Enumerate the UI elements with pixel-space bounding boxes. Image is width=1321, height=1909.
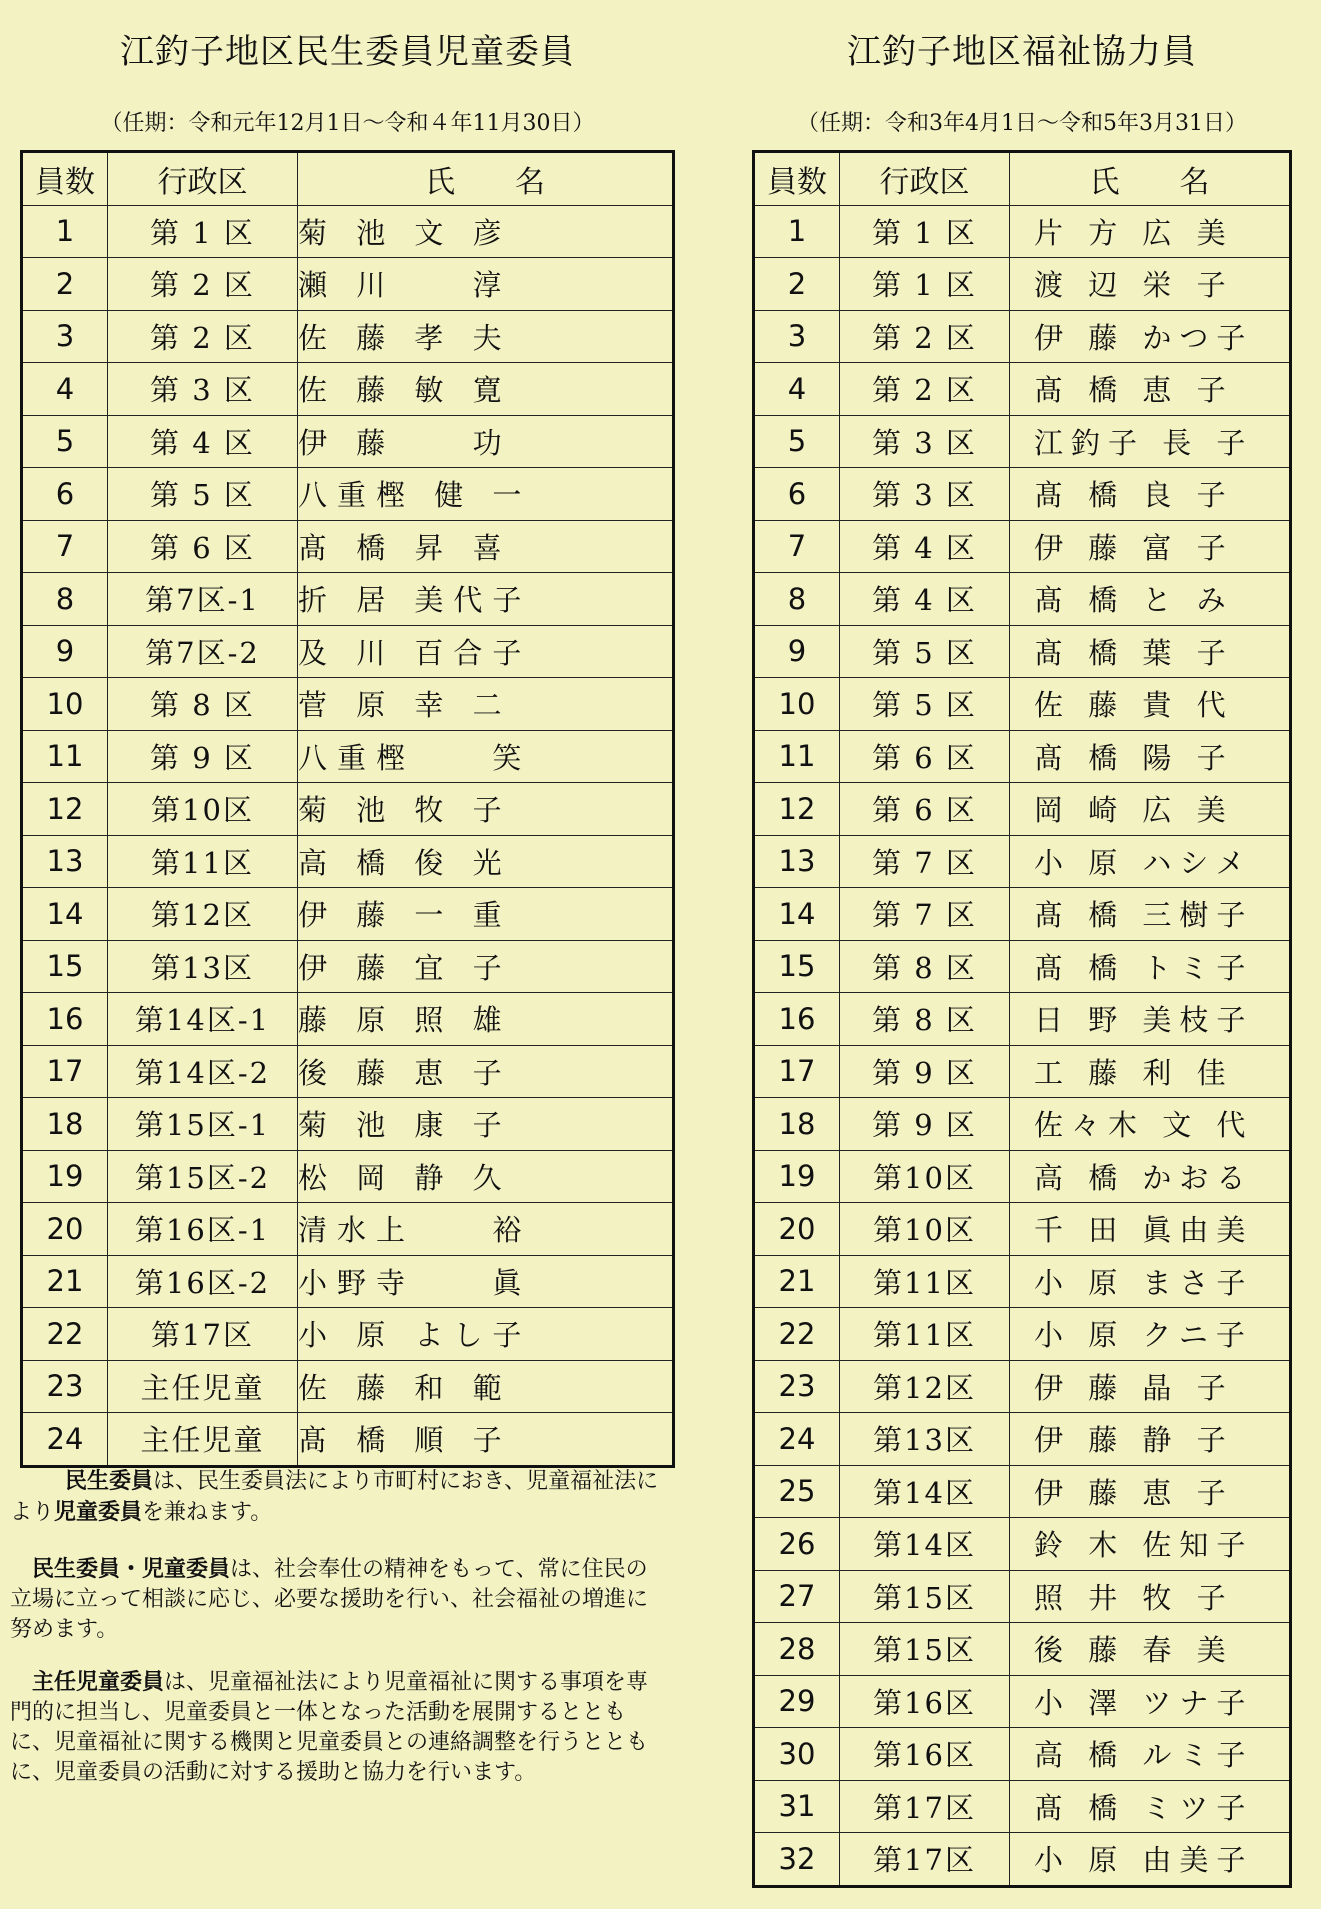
row-district: 第 1 区 bbox=[840, 205, 1010, 258]
row-name: 伊 藤 功 bbox=[298, 415, 674, 468]
row-name: 髙 橋 葉 子 bbox=[1010, 625, 1291, 678]
row-number: 27 bbox=[754, 1570, 840, 1623]
table-row bbox=[22, 835, 674, 888]
row-number: 31 bbox=[754, 1780, 840, 1833]
row-number: 17 bbox=[754, 1045, 840, 1098]
note-text: は、社会奉仕の精神をもって、常に住民の立場に立って相談に応じ、必要な援助を行い、社会福祉の増進に努めます。 bbox=[10, 1557, 649, 1642]
minsei-title: 江釣子地区民生委員児童委員 bbox=[120, 32, 575, 72]
table-row bbox=[754, 1675, 1291, 1728]
table-row bbox=[22, 520, 674, 573]
table-row bbox=[754, 573, 1291, 626]
table-row bbox=[22, 1203, 674, 1256]
table-row bbox=[22, 1255, 674, 1308]
table-row bbox=[22, 363, 674, 416]
row-district: 第17区 bbox=[108, 1308, 298, 1361]
table-row bbox=[22, 678, 674, 731]
row-district: 第13区 bbox=[108, 940, 298, 993]
row-district: 第 3 区 bbox=[840, 468, 1010, 521]
header-num: 員数 bbox=[22, 152, 108, 206]
minsei-table bbox=[20, 150, 675, 1468]
row-name: 伊 藤 静 子 bbox=[1010, 1413, 1291, 1466]
table-row bbox=[754, 258, 1291, 311]
table-row bbox=[754, 730, 1291, 783]
table-row bbox=[754, 783, 1291, 836]
row-number: 8 bbox=[22, 573, 108, 626]
header-district: 行政区 bbox=[108, 152, 298, 206]
table-row bbox=[754, 678, 1291, 731]
row-name: 菊 池 康 子 bbox=[298, 1098, 674, 1151]
row-district: 第15区 bbox=[840, 1570, 1010, 1623]
table-row bbox=[22, 258, 674, 311]
row-name: 髙 橋 昇 喜 bbox=[298, 520, 674, 573]
row-number: 21 bbox=[22, 1255, 108, 1308]
table-row bbox=[754, 888, 1291, 941]
row-district: 第 2 区 bbox=[840, 363, 1010, 416]
row-number: 9 bbox=[22, 625, 108, 678]
row-district: 第17区 bbox=[840, 1833, 1010, 1887]
table-row bbox=[22, 993, 674, 1046]
row-district: 第14区-2 bbox=[108, 1045, 298, 1098]
row-district: 第10区 bbox=[108, 783, 298, 836]
row-number: 19 bbox=[22, 1150, 108, 1203]
row-number: 23 bbox=[22, 1360, 108, 1413]
row-name: 佐 藤 和 範 bbox=[298, 1360, 674, 1413]
row-number: 2 bbox=[754, 258, 840, 311]
row-number: 7 bbox=[754, 520, 840, 573]
row-number: 9 bbox=[754, 625, 840, 678]
row-name: 髙 橋 トミ子 bbox=[1010, 940, 1291, 993]
row-district: 第15区-2 bbox=[108, 1150, 298, 1203]
row-number: 7 bbox=[22, 520, 108, 573]
row-number: 6 bbox=[754, 468, 840, 521]
table-row bbox=[754, 1045, 1291, 1098]
row-number: 30 bbox=[754, 1728, 840, 1781]
row-name: 藤 原 照 雄 bbox=[298, 993, 674, 1046]
note-paragraph bbox=[10, 1667, 660, 1788]
row-district: 第16区-2 bbox=[108, 1255, 298, 1308]
row-name: 伊 藤 富 子 bbox=[1010, 520, 1291, 573]
table-row bbox=[754, 993, 1291, 1046]
table-row bbox=[754, 310, 1291, 363]
table-row bbox=[22, 730, 674, 783]
table-row bbox=[754, 1833, 1291, 1887]
table-row bbox=[22, 783, 674, 836]
row-name: 岡 崎 広 美 bbox=[1010, 783, 1291, 836]
table-row bbox=[754, 205, 1291, 258]
row-district: 第 8 区 bbox=[840, 940, 1010, 993]
note-term: 民生委員 bbox=[65, 1468, 154, 1494]
row-district: 第16区 bbox=[840, 1675, 1010, 1728]
row-name: 清水上 裕 bbox=[298, 1203, 674, 1256]
row-number: 5 bbox=[22, 415, 108, 468]
row-number: 17 bbox=[22, 1045, 108, 1098]
row-district: 第10区 bbox=[840, 1150, 1010, 1203]
row-name: 伊 藤 晶 子 bbox=[1010, 1360, 1291, 1413]
row-name: 伊 藤 宜 子 bbox=[298, 940, 674, 993]
row-number: 3 bbox=[754, 310, 840, 363]
row-district: 第11区 bbox=[840, 1308, 1010, 1361]
table-row bbox=[754, 468, 1291, 521]
row-number: 8 bbox=[754, 573, 840, 626]
table-row bbox=[22, 1045, 674, 1098]
table-row bbox=[754, 1518, 1291, 1571]
row-number: 1 bbox=[754, 205, 840, 258]
row-district: 第15区 bbox=[840, 1623, 1010, 1676]
row-number: 26 bbox=[754, 1518, 840, 1571]
row-number: 13 bbox=[754, 835, 840, 888]
table-row bbox=[754, 1780, 1291, 1833]
row-number: 18 bbox=[22, 1098, 108, 1151]
table-row bbox=[754, 1203, 1291, 1256]
row-district: 第 9 区 bbox=[840, 1098, 1010, 1151]
header-num: 員数 bbox=[754, 152, 840, 206]
header-name: 氏 名 bbox=[298, 152, 674, 206]
row-number: 16 bbox=[754, 993, 840, 1046]
table-row bbox=[22, 940, 674, 993]
fukushi-term: （任期：令和3年4月1日～令和5年3月31日） bbox=[797, 111, 1247, 136]
row-name: 髙 橋 三樹子 bbox=[1010, 888, 1291, 941]
note-text: は、児童福祉法により児童福祉に関する事項を専門的に担当し、児童委員と一体となった活動を展開するとともに、児童福祉に関する機関と児童委員との連絡調整を行うとともに、児童委員の活動に対する援助と協力を行います。 bbox=[10, 1670, 649, 1785]
row-name: 小野寺 眞 bbox=[298, 1255, 674, 1308]
row-district: 第 6 区 bbox=[840, 730, 1010, 783]
row-district: 第12区 bbox=[840, 1360, 1010, 1413]
row-number: 19 bbox=[754, 1150, 840, 1203]
note-term: 民生委員・児童委員 bbox=[32, 1556, 231, 1582]
table-row bbox=[754, 363, 1291, 416]
table-row bbox=[22, 468, 674, 521]
row-number: 12 bbox=[22, 783, 108, 836]
row-name: 後 藤 恵 子 bbox=[298, 1045, 674, 1098]
row-district: 第 9 区 bbox=[108, 730, 298, 783]
row-district: 第17区 bbox=[840, 1780, 1010, 1833]
row-number: 5 bbox=[754, 415, 840, 468]
row-district: 第 5 区 bbox=[108, 468, 298, 521]
row-district: 第 4 区 bbox=[108, 415, 298, 468]
row-number: 11 bbox=[22, 730, 108, 783]
row-district: 第 3 区 bbox=[108, 363, 298, 416]
row-number: 22 bbox=[22, 1308, 108, 1361]
table-row bbox=[754, 1150, 1291, 1203]
row-name: 瀬 川 淳 bbox=[298, 258, 674, 311]
row-district: 第14区 bbox=[840, 1518, 1010, 1571]
row-name: 佐 藤 貴 代 bbox=[1010, 678, 1291, 731]
row-name: 小 原 由美子 bbox=[1010, 1833, 1291, 1887]
row-number: 18 bbox=[754, 1098, 840, 1151]
table-row bbox=[22, 205, 674, 258]
row-name: 高 橋 ルミ子 bbox=[1010, 1728, 1291, 1781]
row-name: 小 澤 ツナ子 bbox=[1010, 1675, 1291, 1728]
table-row bbox=[22, 1360, 674, 1413]
row-name: 折 居 美代子 bbox=[298, 573, 674, 626]
row-district: 第 9 区 bbox=[840, 1045, 1010, 1098]
row-number: 10 bbox=[754, 678, 840, 731]
row-number: 29 bbox=[754, 1675, 840, 1728]
row-name: 菊 池 牧 子 bbox=[298, 783, 674, 836]
row-district: 第12区 bbox=[108, 888, 298, 941]
row-district: 第 6 区 bbox=[108, 520, 298, 573]
row-number: 4 bbox=[22, 363, 108, 416]
table-row bbox=[22, 1098, 674, 1151]
row-district: 第 2 区 bbox=[840, 310, 1010, 363]
note-term: 児童委員 bbox=[54, 1499, 143, 1525]
row-number: 20 bbox=[22, 1203, 108, 1256]
note-term: 主任児童委員 bbox=[32, 1669, 165, 1695]
row-number: 20 bbox=[754, 1203, 840, 1256]
row-name: 渡 辺 栄 子 bbox=[1010, 258, 1291, 311]
table-row bbox=[754, 940, 1291, 993]
table-row bbox=[754, 1098, 1291, 1151]
table-row bbox=[754, 1413, 1291, 1466]
row-district: 第 2 区 bbox=[108, 310, 298, 363]
row-district: 第 1 区 bbox=[108, 205, 298, 258]
row-number: 14 bbox=[754, 888, 840, 941]
row-name: 高 橋 俊 光 bbox=[298, 835, 674, 888]
row-name: 小 原 ハシメ bbox=[1010, 835, 1291, 888]
row-name: 松 岡 静 久 bbox=[298, 1150, 674, 1203]
row-number: 15 bbox=[754, 940, 840, 993]
row-district: 第 7 区 bbox=[840, 835, 1010, 888]
table-row bbox=[754, 835, 1291, 888]
row-name: 日 野 美枝子 bbox=[1010, 993, 1291, 1046]
fukushi-title: 江釣子地区福祉協力員 bbox=[847, 32, 1197, 72]
row-district: 第7区-1 bbox=[108, 573, 298, 626]
row-name: 後 藤 春 美 bbox=[1010, 1623, 1291, 1676]
table-row bbox=[754, 415, 1291, 468]
row-number: 24 bbox=[22, 1413, 108, 1467]
table-row bbox=[754, 1728, 1291, 1781]
row-number: 12 bbox=[754, 783, 840, 836]
row-name: 片 方 広 美 bbox=[1010, 205, 1291, 258]
row-name: 八重樫 健 一 bbox=[298, 468, 674, 521]
row-number: 16 bbox=[22, 993, 108, 1046]
fukushi-table bbox=[752, 150, 1292, 1888]
table-row bbox=[754, 1465, 1291, 1518]
row-number: 3 bbox=[22, 310, 108, 363]
row-district: 第14区-1 bbox=[108, 993, 298, 1046]
table-row bbox=[22, 310, 674, 363]
row-district: 第13区 bbox=[840, 1413, 1010, 1466]
table-row bbox=[754, 1308, 1291, 1361]
minsei-term: （任期：令和元年12月1日～令和４年11月30日） bbox=[100, 111, 595, 136]
header-name: 氏 名 bbox=[1010, 152, 1291, 206]
row-district: 第 5 区 bbox=[840, 678, 1010, 731]
row-name: 髙 橋 陽 子 bbox=[1010, 730, 1291, 783]
row-district: 第15区-1 bbox=[108, 1098, 298, 1151]
row-name: 佐 藤 敏 寛 bbox=[298, 363, 674, 416]
row-district: 主任児童 bbox=[108, 1360, 298, 1413]
row-name: 伊 藤 一 重 bbox=[298, 888, 674, 941]
table-row bbox=[754, 520, 1291, 573]
row-district: 第 7 区 bbox=[840, 888, 1010, 941]
row-district: 第 6 区 bbox=[840, 783, 1010, 836]
row-number: 1 bbox=[22, 205, 108, 258]
table-row bbox=[22, 1413, 674, 1467]
row-name: 八重樫 笑 bbox=[298, 730, 674, 783]
row-name: 菅 原 幸 二 bbox=[298, 678, 674, 731]
table-row bbox=[754, 1623, 1291, 1676]
row-name: 佐々木 文 代 bbox=[1010, 1098, 1291, 1151]
row-district: 第 2 区 bbox=[108, 258, 298, 311]
row-name: 高 橋 かおる bbox=[1010, 1150, 1291, 1203]
row-district: 第11区 bbox=[108, 835, 298, 888]
row-district: 第11区 bbox=[840, 1255, 1010, 1308]
table-row bbox=[754, 1570, 1291, 1623]
row-number: 32 bbox=[754, 1833, 840, 1887]
row-name: 及 川 百合子 bbox=[298, 625, 674, 678]
row-number: 28 bbox=[754, 1623, 840, 1676]
table-row bbox=[22, 573, 674, 626]
row-name: 照 井 牧 子 bbox=[1010, 1570, 1291, 1623]
row-name: 菊 池 文 彦 bbox=[298, 205, 674, 258]
note-paragraph bbox=[10, 1466, 660, 1528]
table-row bbox=[22, 625, 674, 678]
notes bbox=[10, 1466, 660, 1810]
row-district: 第 8 区 bbox=[108, 678, 298, 731]
row-name: 髙 橋 と み bbox=[1010, 573, 1291, 626]
row-number: 15 bbox=[22, 940, 108, 993]
row-name: 髙 橋 恵 子 bbox=[1010, 363, 1291, 416]
note-text: は、民生委員法により市町村におき、児童福祉法により bbox=[10, 1469, 659, 1525]
row-number: 14 bbox=[22, 888, 108, 941]
row-name: 伊 藤 恵 子 bbox=[1010, 1465, 1291, 1518]
row-district: 第 4 区 bbox=[840, 573, 1010, 626]
row-number: 10 bbox=[22, 678, 108, 731]
row-number: 2 bbox=[22, 258, 108, 311]
table-header-row bbox=[754, 152, 1291, 206]
table-header-row bbox=[22, 152, 674, 206]
row-number: 6 bbox=[22, 468, 108, 521]
row-district: 第 5 区 bbox=[840, 625, 1010, 678]
row-district: 第7区-2 bbox=[108, 625, 298, 678]
row-name: 髙 橋 良 子 bbox=[1010, 468, 1291, 521]
row-number: 21 bbox=[754, 1255, 840, 1308]
row-name: 髙 橋 ミツ子 bbox=[1010, 1780, 1291, 1833]
row-name: 江釣子 長 子 bbox=[1010, 415, 1291, 468]
row-district: 第 3 区 bbox=[840, 415, 1010, 468]
table-row bbox=[22, 1150, 674, 1203]
row-number: 4 bbox=[754, 363, 840, 416]
table-row bbox=[754, 1360, 1291, 1413]
row-number: 11 bbox=[754, 730, 840, 783]
table-row bbox=[754, 1255, 1291, 1308]
row-number: 23 bbox=[754, 1360, 840, 1413]
row-district: 第14区 bbox=[840, 1465, 1010, 1518]
row-name: 工 藤 利 佳 bbox=[1010, 1045, 1291, 1098]
row-district: 第 1 区 bbox=[840, 258, 1010, 311]
row-district: 第16区 bbox=[840, 1728, 1010, 1781]
row-number: 24 bbox=[754, 1413, 840, 1466]
row-number: 13 bbox=[22, 835, 108, 888]
row-name: 小 原 よし子 bbox=[298, 1308, 674, 1361]
row-name: 佐 藤 孝 夫 bbox=[298, 310, 674, 363]
note-paragraph bbox=[10, 1554, 660, 1645]
row-district: 第16区-1 bbox=[108, 1203, 298, 1256]
row-name: 小 原 クニ子 bbox=[1010, 1308, 1291, 1361]
row-district: 第10区 bbox=[840, 1203, 1010, 1256]
row-name: 千 田 眞由美 bbox=[1010, 1203, 1291, 1256]
table-row bbox=[754, 625, 1291, 678]
row-district: 第 8 区 bbox=[840, 993, 1010, 1046]
row-name: 髙 橋 順 子 bbox=[298, 1413, 674, 1467]
table-row bbox=[22, 1308, 674, 1361]
table-row bbox=[22, 888, 674, 941]
note-text: を兼ねます。 bbox=[142, 1500, 273, 1525]
row-number: 25 bbox=[754, 1465, 840, 1518]
row-name: 小 原 まさ子 bbox=[1010, 1255, 1291, 1308]
row-district: 第 4 区 bbox=[840, 520, 1010, 573]
table-row bbox=[22, 415, 674, 468]
header-district: 行政区 bbox=[840, 152, 1010, 206]
row-name: 伊 藤 かつ子 bbox=[1010, 310, 1291, 363]
row-district: 主任児童 bbox=[108, 1413, 298, 1467]
row-number: 22 bbox=[754, 1308, 840, 1361]
row-name: 鈴 木 佐知子 bbox=[1010, 1518, 1291, 1571]
